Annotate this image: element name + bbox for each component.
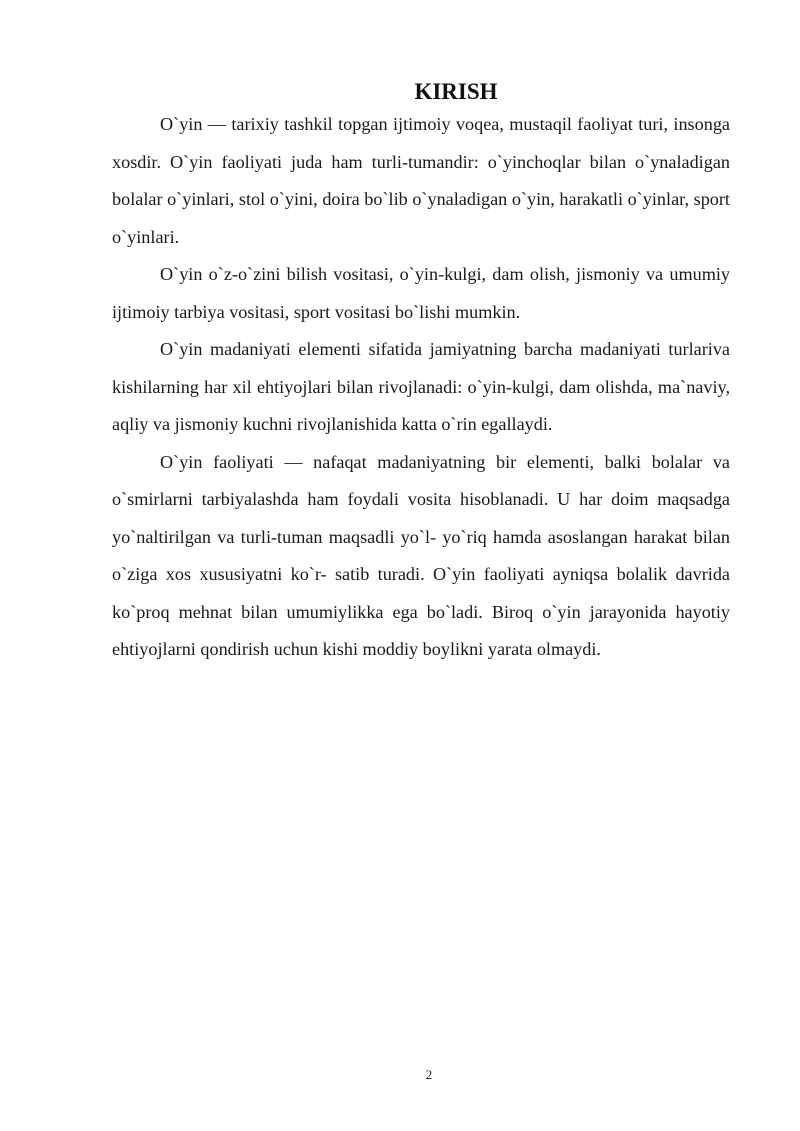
paragraph-3: O`yin madaniyati elementi sifatida jamiyatning barcha madaniyati turlariva kishilarning har xil ehtiyojlari bilan rivojlanadi: o`yin-kulgi, dam olishda, ma`naviy, aqliy va jismoniy kuchni rivojlanishida katta o`rin egallaydi. — [112, 339, 730, 434]
paragraph-2: O`yin o`z-o`zini bilish vositasi, o`yin-kulgi, dam olish, jismoniy va umumiy ijtimoiy tarbiya vositasi, sport vositasi bo`lishi mumkin. — [112, 264, 730, 322]
page-title: KIRISH — [414, 79, 498, 104]
paragraph-1: O`yin — tarixiy tashkil topgan ijtimoiy voqea, mustaqil faoliyat turi, insonga xosdir. O`yin faoliyati juda ham turli-tumandir: o`yinchoqlar bilan o`ynaladigan bolalar o`yinlari, stol o`yini, doira bo`lib o`ynaladigan o`yin, harakatli o`yinlar, sport o`yinlari. — [112, 114, 730, 247]
page-number: 2 — [425, 1067, 433, 1082]
paragraph-4: O`yin faoliyati — nafaqat madaniyatning bir elementi, balki bolalar va o`smirlarni tarbiyalashda ham foydali vosita hisoblanadi. U har doim maqsadga yo`naltirilgan va turli-tuman maqsadli yo`l- yo`riq hamda asoslangan harakat bilan o`ziga xos xususiyatni ko`r- satib turadi. O`yin faoliyati ayniqsa bolalik davrida ko`proq mehnat bilan umumiylikka ega bo`ladi. Biroq o`yin jarayonida hayotiy ehtiyojlarni qondirish uchun kishi moddiy boylikni yarata olmaydi. — [112, 451, 730, 659]
